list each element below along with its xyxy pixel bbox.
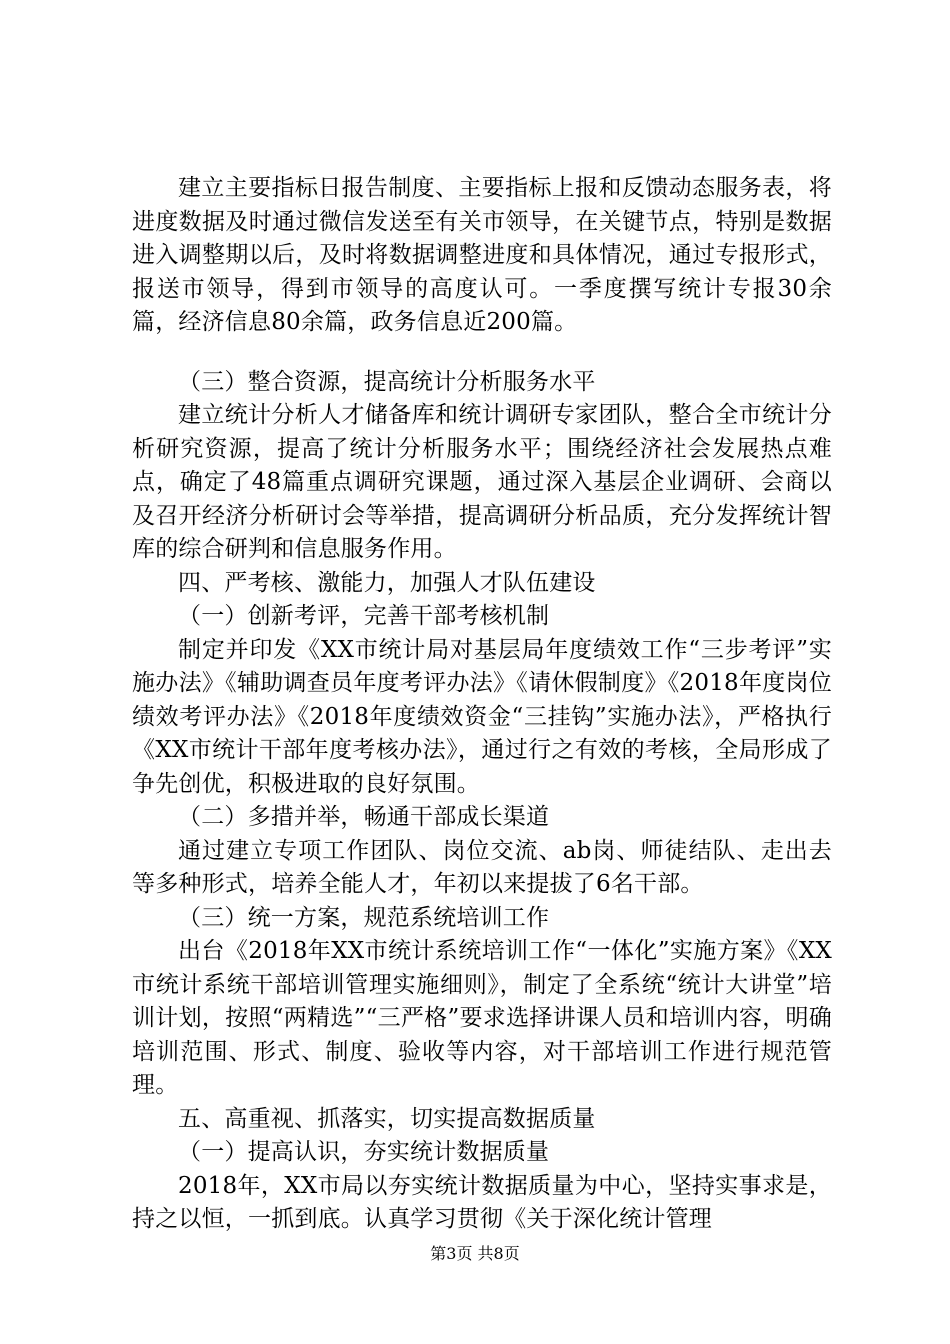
paragraph-data-quality: 2018年，XX市局以夯实统计数据质量为中心，坚持实事求是，持之以恒，一抓到底。认真学习贯彻《关于深化统计管理 xyxy=(132,1172,832,1232)
paragraph-report-system: 建立主要指标日报告制度、主要指标上报和反馈动态服务表，将进度数据及时通过微信发送至有关市领导，在关键节点，特别是数据进入调整期以后，及时将数据调整进度和具体情况，通过专报形式，报送市领导，得到市领导的高度认可。一季度撰写统计专报30余篇，经济信息80余篇，政务信息近200篇。 xyxy=(132,175,832,335)
heading-section-four: 四、严考核、激能力，加强人才队伍建设 xyxy=(178,569,596,596)
paragraph-training-plan: 出台《2018年XX市统计系统培训工作“一体化”实施方案》《XX市统计系统干部培训管理实施细则》，制定了全系统“统计大讲堂”培训计划，按照“两精选”“三严格”要求选择讲课人员和培训内容，明确培训范围、形式、制度、验收等内容，对干部培训工作进行规范管理。 xyxy=(132,938,832,1098)
page-number-footer: 第3页 共8页 xyxy=(430,1244,520,1263)
paragraph-evaluation-measures: 制定并印发《XX市统计局对基层局年度绩效工作“三步考评”实施办法》《辅助调查员年度考评办法》《请休假制度》《2018年度岗位绩效考评办法》《2018年度绩效资金“三挂钩”实施办法》，严格执行《XX市统计干部年度考核办法》，通过行之有效的考核，全局形成了争先创优，积极进取的良好氛围。 xyxy=(132,636,832,797)
heading-raise-awareness: （一）提高认识，夯实统计数据质量 xyxy=(178,1139,550,1165)
paragraph-analysis-talent: 建立统计分析人才储备库和统计调研专家团队，整合全市统计分析研究资源，提高了统计分析服务水平；围绕经济社会发展热点难点，确定了48篇重点调研究课题，通过深入基层企业调研、会商以及召开经济分析研讨会等举措，提高调研分析品质，充分发挥统计智库的综合研判和信息服务作用。 xyxy=(132,402,832,562)
document-body xyxy=(132,172,832,1237)
heading-section-five: 五、高重视、抓落实，切实提高数据质量 xyxy=(178,1105,596,1132)
heading-multiple-measures: （二）多措并举，畅通干部成长渠道 xyxy=(178,804,550,830)
heading-integrate-resources: （三）整合资源，提高统计分析服务水平 xyxy=(178,368,596,395)
heading-innovate-evaluation: （一）创新考评，完善干部考核机制 xyxy=(178,603,550,629)
paragraph-talent-development: 通过建立专项工作团队、岗位交流、ab岗、师徒结队、走出去等多种形式，培养全能人才，年初以来提拔了6名干部。 xyxy=(132,837,832,897)
heading-unified-plan: （三）统一方案，规范系统培训工作 xyxy=(178,904,550,931)
